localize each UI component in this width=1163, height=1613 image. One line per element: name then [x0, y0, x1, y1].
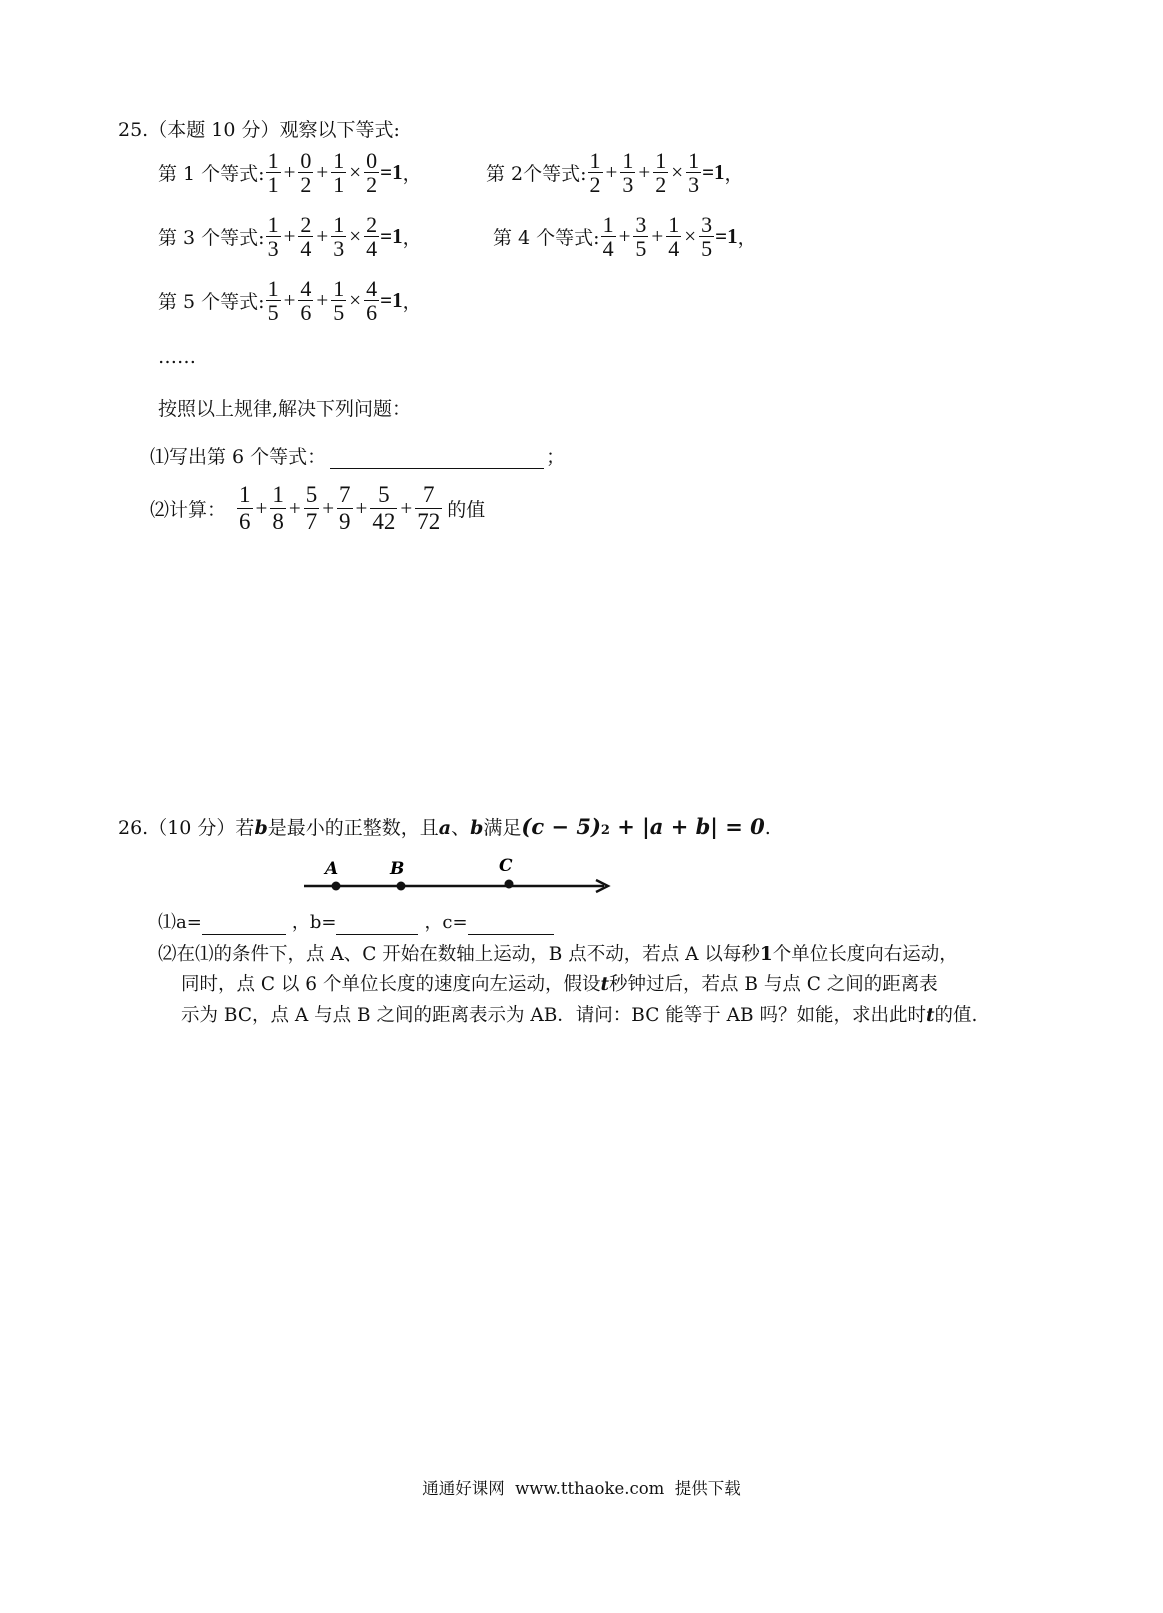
fraction: $\frac{1}{1}$ — [267, 148, 279, 197]
q26-part1: ⑴a= ，b= ，c= — [158, 911, 554, 935]
fraction: $\frac{1}{1}$ — [333, 148, 345, 197]
q25-part1: ⑴写出第 6 个等式： ； — [150, 446, 566, 468]
equation-label: 第 2个等式: — [486, 163, 587, 185]
fraction: $\frac{0}{2}$ — [300, 148, 312, 197]
point-b-label: B — [390, 859, 405, 879]
fraction: $\frac{1}{3}$ — [622, 148, 634, 197]
equation-label: 第 5 个等式: — [158, 291, 265, 313]
plus-sign: + — [255, 496, 268, 520]
q25-header: 25.（本题 10 分）观察以下等式: — [118, 119, 400, 141]
fraction: $\frac{7}{72}$ — [417, 482, 441, 534]
q25-part2: ⑵计算： $\frac{1}{6}$ + $\frac{1}{8}$ + $\frac{5}{7}$ + $\frac{7}{9}$ + $\frac{5}{42}$ + $\frac{7}{72}$ 的值 — [150, 482, 486, 534]
fraction: $\frac{2}{4}$ — [366, 212, 378, 261]
equation-1: 第 1 个等式: $\frac{1}{1}$ + $\frac{0}{2}$ + $\frac{1}{1}$ × $\frac{0}{2}$ =1 ， — [158, 148, 422, 197]
footer[interactable]: 通通好课网 www.tthaoke.com 提供下载 — [422, 1479, 741, 1498]
fraction: $\frac{1}{8}$ — [272, 482, 284, 534]
fraction: $\frac{1}{6}$ — [239, 482, 251, 534]
fraction: $\frac{0}{2}$ — [366, 148, 378, 197]
c-blank[interactable] — [468, 916, 554, 935]
fraction: $\frac{7}{9}$ — [339, 482, 351, 534]
equation-label: 第 1 个等式: — [158, 163, 265, 185]
fraction: $\frac{5}{7}$ — [305, 482, 318, 534]
point-a-label: A — [325, 859, 339, 879]
plus-sign: + — [322, 496, 335, 520]
equation-4: 第 4 个等式: $\frac{1}{4}$ + $\frac{3}{5}$ + $\frac{1}{4}$ × $\frac{3}{5}$ =1 ， — [493, 212, 757, 261]
q26-header: 26.（10 分）若 b 是最小的正整数，且 a 、 b 满足 (c − 5) $_2$ + |a + b| = 0 . — [118, 814, 771, 839]
fraction: $\frac{1}{4}$ — [602, 212, 614, 261]
number-line — [300, 852, 620, 900]
fraction: $\frac{4}{6}$ — [300, 276, 312, 325]
fraction: $\frac{3}{5}$ — [635, 212, 647, 261]
equation-5: 第 5 个等式: $\frac{1}{5}$ + $\frac{4}{6}$ + $\frac{1}{5}$ × $\frac{4}{6}$ =1 ， — [158, 276, 422, 325]
calc-expression — [236, 482, 443, 535]
plus-sign: + — [288, 496, 301, 520]
fraction: $\frac{1}{3}$ — [267, 212, 279, 261]
point-a — [332, 882, 341, 891]
fraction: $\frac{1}{3}$ — [333, 212, 345, 261]
equation-2: 第 2个等式: $\frac{1}{2}$ + $\frac{1}{3}$ + $\frac{1}{2}$ × $\frac{1}{3}$ =1 ， — [486, 148, 744, 197]
instruction: 按照以上规律,解决下列问题： — [158, 398, 412, 420]
fraction: $\frac{1}{3}$ — [688, 148, 700, 197]
q26-part2-line1: ⑵在⑴的条件下，点 A、C 开始在数轴上运动，B 点不动，若点 A 以每秒 1 个单位长度向右运动， — [158, 944, 958, 965]
point-c-label: C — [499, 856, 513, 876]
equation-label: 第 4 个等式: — [493, 227, 600, 249]
plus-sign: + — [400, 496, 413, 520]
fraction: $\frac{1}{5}$ — [267, 276, 279, 325]
fraction: $\frac{2}{4}$ — [300, 212, 312, 261]
fraction: $\frac{3}{5}$ — [701, 212, 713, 261]
b-blank[interactable] — [336, 916, 418, 935]
q26-part2-line2: 同时，点 C 以 6 个单位长度的速度向左运动，假设 t 秒钟过后，若点 B 与点 C 之间的距离表 — [181, 974, 938, 995]
equation-label: 第 3 个等式: — [158, 227, 265, 249]
fraction: $\frac{1}{2}$ — [655, 148, 667, 197]
a-blank[interactable] — [202, 916, 286, 935]
q26-part2-line3: 示为 BC，点 A 与点 B 之间的距离表示为 AB．请问：BC 能等于 AB 吗？如能，求出此时 t 的值. — [181, 1005, 978, 1026]
fraction: $\frac{5}{42}$ — [372, 482, 396, 534]
fraction: $\frac{1}{2}$ — [589, 148, 601, 197]
plus-sign: + — [355, 496, 368, 520]
fraction: $\frac{4}{6}$ — [366, 276, 378, 325]
fraction: $\frac{1}{5}$ — [333, 276, 345, 325]
point-c — [505, 880, 514, 889]
equation-3: 第 3 个等式: $\frac{1}{3}$ + $\frac{2}{4}$ + $\frac{1}{3}$ × $\frac{2}{4}$ =1 ， — [158, 212, 422, 261]
point-b — [397, 882, 406, 891]
answer-blank[interactable] — [330, 448, 544, 469]
ellipsis: …… — [158, 346, 196, 368]
fraction: $\frac{1}{4}$ — [668, 212, 680, 261]
